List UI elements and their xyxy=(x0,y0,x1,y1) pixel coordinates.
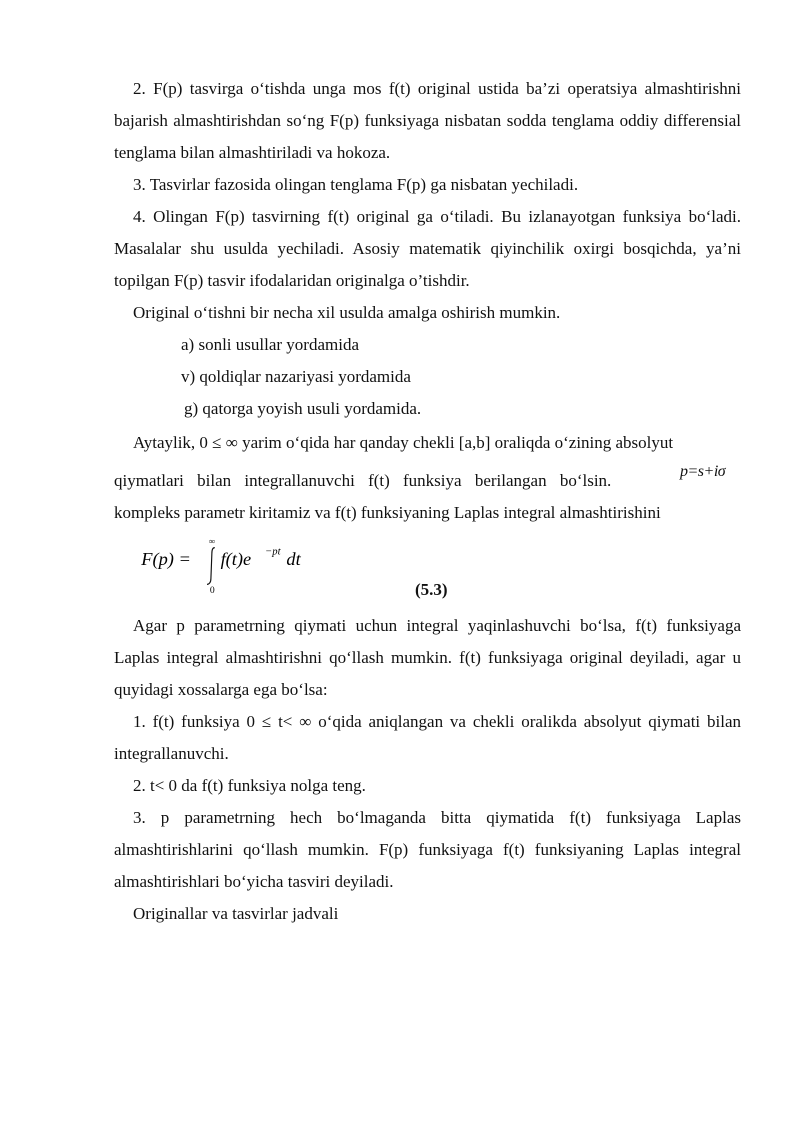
formula-lower-limit: 0 xyxy=(209,585,215,596)
list-item-g: g) qatorga yoyish usuli yordamida. xyxy=(184,399,422,418)
formula-exponent: −pt xyxy=(265,546,281,558)
paragraph-let-line-2: qiymatlari bilan integrallanuvchi f(t) funksiya berilangan bo‘lsin. xyxy=(114,471,612,490)
paragraph-table-heading: Originallar va tasvirlar jadvali xyxy=(133,904,339,923)
paragraph-property-1: 1. f(t) funksiya 0 ≤ t< ∞ o‘qida aniqlangan va chekli oralikda absolyut qiymati bilan integrallanuvchi. xyxy=(114,712,741,763)
paragraph-original-methods: Original o‘tishni bir necha xil usulda amalga oshirish mumkin. xyxy=(133,303,561,322)
list-item-a: a) sonli usullar yordamida xyxy=(181,335,359,354)
formula-lhs: F(p) = xyxy=(141,549,191,570)
paragraph-step-2: 2. F(p) tasvirga o‘tishda unga mos f(t) original ustida ba’zi operatsiya almashtirishni bajarish almashtirishdan so‘ng F(p) funksiyaga nisbatan sodda tenglama oddiy differensial tenglama bilan almashtiriladi va hokoza. xyxy=(114,79,741,162)
paragraph-let-line-3: kompleks parametr kiritamiz va f(t) funksiyaning Laplas integral almashtirishini xyxy=(114,503,661,522)
list-item-v: v) qoldiqlar nazariyasi yordamida xyxy=(181,367,411,386)
laplace-integral-formula xyxy=(138,536,338,596)
paragraph-property-2: 2. t< 0 da f(t) funksiya nolga teng. xyxy=(133,776,366,795)
paragraph-property-3: 3. p parametrning hech bo‘lmaganda bitta qiymatida f(t) funksiyaga Laplas almashtirishlarini qo‘llash mumkin. F(p) funksiyaga f(t) funksiyaning Laplas integral almashtirishlari bo‘yicha tasviri deyiladi. xyxy=(114,808,741,891)
formula-upper-limit: ∞ xyxy=(208,536,216,546)
complex-parameter-expression: p=s+iσ xyxy=(680,463,726,480)
formula-differential: dt xyxy=(286,549,301,570)
paragraph-step-3: 3. Tasvirlar fazosida olingan tenglama F(p) ga nisbatan yechiladi. xyxy=(133,175,579,194)
paragraph-let-line-1: Aytaylik, 0 ≤ ∞ yarim o‘qida har qanday chekli [a,b] oraliqda o‘zining absolyut xyxy=(133,433,674,452)
equation-number: (5.3) xyxy=(415,580,448,599)
paragraph-convergence: Agar p parametrning qiymati uchun integral yaqinlashuvchi bo‘lsa, f(t) funksiyaga Laplas integral almashtirishni qo‘llash mumkin. f(t) funksiyaga original deyiladi, agar u quyidagi xossalarga ega bo‘lsa: xyxy=(114,616,741,699)
paragraph-step-4: 4. Olingan F(p) tasvirning f(t) original ga o‘tiladi. Bu izlanayotgan funksiya bo‘ladi. Masalalar shu usulda yechiladi. Asosiy matematik qiyinchilik oxirgi bosqichda, ya’ni topilgan F(p) tasvir ifodalaridan originalga o’tishdir. xyxy=(114,207,741,290)
formula-integrand: f(t)e xyxy=(220,549,252,570)
integral-sign-icon xyxy=(207,548,215,585)
